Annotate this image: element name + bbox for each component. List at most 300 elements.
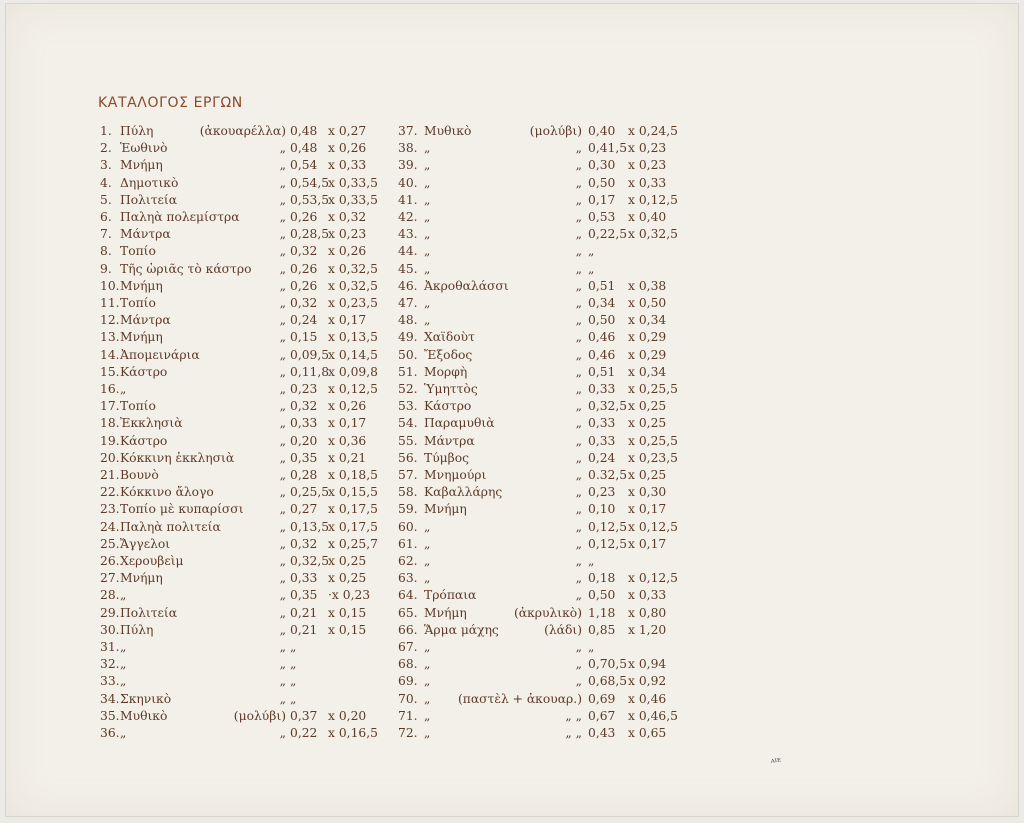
catalog-row-height: x 0,32,5 <box>628 227 678 242</box>
catalog-row-height: x 0,17 <box>628 536 667 551</box>
catalog-row-height: x 0,12,5 <box>628 519 678 534</box>
catalog-row-width: 0,43 <box>588 726 616 740</box>
catalog-row-width: 0,28,5 <box>290 227 330 242</box>
catalog-row-width: 0,10 <box>588 502 616 517</box>
catalog-row-number: 55. <box>398 433 418 448</box>
catalog-row-number: 16. <box>100 382 120 396</box>
catalog-row-title: „ <box>424 244 431 259</box>
catalog-row-number: 42. <box>398 210 418 224</box>
catalog-row-number: 58. <box>398 485 418 500</box>
catalog-row-title: Κόκκινη ἐκκλησιὰ <box>120 450 235 465</box>
catalog-row-height: x 0,80 <box>628 605 667 620</box>
works-catalog <box>6 123 1018 763</box>
catalog-row <box>6 553 1006 570</box>
catalog-row-medium: „ <box>279 674 286 689</box>
catalog-row-height: x 0,40 <box>628 210 667 224</box>
catalog-row-title: Καβαλλάρης <box>424 485 503 500</box>
catalog-row <box>6 261 1006 278</box>
catalog-row <box>6 381 1006 398</box>
catalog-row-number: 29. <box>100 605 120 620</box>
catalog-row-width: 0.32,5 <box>588 468 628 482</box>
catalog-row-height: x 0,18,5 <box>328 468 378 482</box>
catalog-row-title: „ <box>120 674 127 689</box>
catalog-row-title: Τύμβος <box>424 450 470 465</box>
catalog-row-medium: „ <box>575 330 582 345</box>
catalog-row-height: x 0,25,7 <box>328 536 378 551</box>
catalog-row-medium: „ „ <box>565 708 582 723</box>
catalog-row <box>6 312 1006 329</box>
catalog-row-number: 43. <box>398 227 418 242</box>
catalog-row-width: 0,32,5 <box>290 554 330 568</box>
catalog-row-number: 40. <box>398 175 418 190</box>
catalog-row-width: 0,09,5 <box>290 347 330 362</box>
catalog-row-title: Μορφὴ <box>424 364 468 379</box>
catalog-row <box>6 536 1006 553</box>
catalog-row-width: 0,28 <box>290 468 318 482</box>
catalog-row-title: „ <box>120 382 127 396</box>
catalog-row-medium: „ <box>279 691 286 706</box>
catalog-row-title: Πύλη <box>120 622 154 637</box>
catalog-row-title: Μνήμη <box>424 605 467 620</box>
catalog-row-title: „ <box>120 726 127 740</box>
catalog-row-medium: „ <box>279 468 286 482</box>
catalog-row-title: „ <box>424 192 431 207</box>
catalog-row-title: „ <box>424 141 431 156</box>
catalog-row <box>6 433 1006 450</box>
catalog-row <box>6 226 1006 243</box>
catalog-row-height: x 0,38 <box>628 278 667 293</box>
catalog-row-title: Παραμυθιὰ <box>424 416 495 431</box>
catalog-row-medium: „ <box>279 382 286 396</box>
catalog-row-height: x 0,13,5 <box>328 330 378 345</box>
catalog-row-medium: „ <box>575 502 582 517</box>
catalog-row-height: x 0,17 <box>628 502 667 517</box>
catalog-row-width: 0,18 <box>588 571 616 586</box>
catalog-row-height: x 0,23 <box>628 141 667 156</box>
catalog-row-height: x 0,26 <box>328 244 367 259</box>
catalog-row-number: 14. <box>100 347 120 362</box>
catalog-row-width: „ <box>588 261 595 276</box>
catalog-row-medium: „ <box>279 296 286 310</box>
catalog-row-title: Μυθικὸ <box>120 708 168 723</box>
catalog-row <box>6 725 1006 742</box>
catalog-row-width: 0,23 <box>290 382 318 396</box>
catalog-row-medium: „ <box>279 416 286 431</box>
catalog-row-width: „ <box>290 657 297 672</box>
catalog-row-title: Μνήμη <box>120 278 163 293</box>
catalog-row-width: 0,54,5 <box>290 175 330 190</box>
catalog-row <box>6 175 1006 192</box>
catalog-row-width: 0,67 <box>588 708 616 723</box>
catalog-row-number: 7. <box>100 227 112 242</box>
catalog-row-medium: „ <box>279 502 286 517</box>
catalog-row-title: Μνημούρι <box>424 468 487 482</box>
catalog-row-number: 61. <box>398 536 418 551</box>
catalog-row-height: x 0,32,5 <box>328 261 378 276</box>
catalog-row-height: x 0,46 <box>628 691 667 706</box>
catalog-row-title: „ <box>424 571 431 586</box>
catalog-row-height: x 0,25 <box>328 571 367 586</box>
catalog-row-number: 10. <box>100 278 120 293</box>
catalog-page <box>6 4 1018 816</box>
catalog-row-title: Μνήμη <box>120 158 163 173</box>
catalog-row-width: 0,26 <box>290 210 318 224</box>
catalog-row-width: „ <box>290 691 297 706</box>
catalog-row-height: x 0,29 <box>628 347 667 362</box>
catalog-row-medium: „ <box>279 622 286 637</box>
catalog-row-medium: „ <box>279 399 286 414</box>
catalog-row-width: 0,33 <box>588 416 616 431</box>
catalog-row-medium: „ <box>279 554 286 568</box>
catalog-row-title: „ <box>424 640 431 654</box>
catalog-row-number: 34. <box>100 691 120 706</box>
catalog-row-number: 5. <box>100 192 112 207</box>
stamp-mark: ᴬᴵᴱ <box>770 757 783 769</box>
catalog-row-width: 0,41,5 <box>588 141 628 156</box>
catalog-row-medium: „ <box>279 244 286 259</box>
catalog-row-medium: „ <box>279 141 286 156</box>
catalog-row <box>6 622 1006 639</box>
catalog-row-height: x 0,14,5 <box>328 347 378 362</box>
catalog-row-title: „ <box>120 640 127 654</box>
catalog-row-number: 2. <box>100 141 112 156</box>
catalog-row-title: Τοπίο <box>120 296 156 310</box>
catalog-row-number: 47. <box>398 296 418 310</box>
catalog-row-width: „ <box>588 244 595 259</box>
catalog-row-number: 20. <box>100 450 120 465</box>
catalog-row-height: x 0,23,5 <box>628 450 678 465</box>
catalog-row-number: 4. <box>100 175 112 190</box>
catalog-row-width: 0,37 <box>290 708 318 723</box>
catalog-row-height: x 0,24,5 <box>628 124 678 138</box>
catalog-row-medium: „ <box>279 210 286 224</box>
catalog-row-number: 26. <box>100 554 120 568</box>
catalog-row-number: 8. <box>100 244 112 259</box>
catalog-row-medium: „ <box>575 244 582 259</box>
catalog-row-number: 68. <box>398 657 418 672</box>
catalog-row-title: „ <box>424 674 431 689</box>
catalog-row-number: 41. <box>398 192 418 207</box>
catalog-row-medium: (μολύβι) <box>233 708 286 723</box>
catalog-row-number: 31. <box>100 640 120 654</box>
catalog-row-height: x 0,15,5 <box>328 485 378 500</box>
catalog-row-title: Τοπίο μὲ κυπαρίσσι <box>120 502 244 517</box>
catalog-row-width: 0,33 <box>588 382 616 396</box>
catalog-row-number: 39. <box>398 158 418 173</box>
catalog-row <box>6 708 1006 725</box>
catalog-row-width: 0,26 <box>290 278 318 293</box>
catalog-row-medium: „ <box>279 313 286 328</box>
catalog-row-title: Δημοτικὸ <box>120 175 179 190</box>
catalog-row-number: 19. <box>100 433 120 448</box>
catalog-row-width: 0,46 <box>588 347 616 362</box>
catalog-row-height: x 0,33 <box>628 588 667 603</box>
catalog-row-medium: „ <box>575 519 582 534</box>
catalog-row <box>6 656 1006 673</box>
catalog-row-medium: „ <box>279 433 286 448</box>
catalog-row-width: 0,50 <box>588 588 616 603</box>
catalog-row-height: x 0,27 <box>328 124 367 138</box>
catalog-row-title: „ <box>120 657 127 672</box>
catalog-row-width: 0,40 <box>588 124 616 138</box>
catalog-row <box>6 192 1006 209</box>
catalog-row-height: x 0,15 <box>328 622 367 637</box>
catalog-row-height: x 0,32 <box>328 210 367 224</box>
catalog-row-number: 15. <box>100 364 120 379</box>
catalog-row-medium: (λάδι) <box>544 622 582 637</box>
catalog-row-title: Ἑωθινὸ <box>120 141 168 156</box>
catalog-row-number: 45. <box>398 261 418 276</box>
catalog-row-width: 0,22,5 <box>588 227 628 242</box>
catalog-row-width: 0,50 <box>588 313 616 328</box>
catalog-row-height: x 1,20 <box>628 622 667 637</box>
catalog-row-height: x 0,26 <box>328 141 367 156</box>
catalog-row-number: 36. <box>100 726 120 740</box>
catalog-row-height: x 0,23,5 <box>328 296 378 310</box>
catalog-row <box>6 450 1006 467</box>
catalog-row <box>6 347 1006 364</box>
catalog-row-medium: (ἀκρυλικὸ) <box>514 605 582 620</box>
catalog-row-number: 60. <box>398 519 418 534</box>
catalog-row <box>6 519 1006 536</box>
catalog-row-width: 0,48 <box>290 141 318 156</box>
catalog-row-height: x 0,17,5 <box>328 502 378 517</box>
catalog-row-number: 32. <box>100 657 120 672</box>
catalog-row-medium: „ <box>575 536 582 551</box>
catalog-row-medium: „ <box>279 330 286 345</box>
catalog-row <box>6 398 1006 415</box>
catalog-row-title: Μυθικὸ <box>424 124 472 138</box>
catalog-row-height: x 0,94 <box>628 657 667 672</box>
catalog-row-width: 0,53,5 <box>290 192 330 207</box>
catalog-row-width: 0,11,8 <box>290 364 330 379</box>
catalog-row-number: 54. <box>398 416 418 431</box>
catalog-row-height: x 0,30 <box>628 485 667 500</box>
catalog-row <box>6 484 1006 501</box>
catalog-row-title: Κάστρο <box>120 433 168 448</box>
catalog-row-number: 38. <box>398 141 418 156</box>
catalog-row-medium: „ <box>279 192 286 207</box>
catalog-row-title: „ <box>424 536 431 551</box>
catalog-row-number: 48. <box>398 313 418 328</box>
catalog-row-width: 0,33 <box>290 416 318 431</box>
catalog-row-medium: „ <box>575 261 582 276</box>
catalog-row-width: 0,20 <box>290 433 318 448</box>
catalog-row-number: 65. <box>398 605 418 620</box>
catalog-row-width: 0,68,5 <box>588 674 628 689</box>
catalog-row-height: x 0,25 <box>628 468 667 482</box>
catalog-row-width: 0,32 <box>290 296 318 310</box>
catalog-row-title: Παληὰ πολεμίστρα <box>120 210 240 224</box>
catalog-row-height: x 0,23 <box>328 227 367 242</box>
catalog-row-medium: „ <box>575 210 582 224</box>
catalog-row-width: 0,32 <box>290 536 318 551</box>
catalog-row-width: 0,34 <box>588 296 616 310</box>
catalog-row-height: ·x 0,23 <box>328 588 371 603</box>
catalog-row-title: „ <box>424 519 431 534</box>
catalog-row <box>6 415 1006 432</box>
catalog-row-medium: „ <box>279 485 286 500</box>
catalog-row-number: 62. <box>398 554 418 568</box>
catalog-row-number: 52. <box>398 382 418 396</box>
catalog-row-height: x 0,34 <box>628 364 667 379</box>
catalog-row-medium: „ <box>575 175 582 190</box>
catalog-row-title: „ <box>424 313 431 328</box>
catalog-row-height: x 0,17 <box>328 416 367 431</box>
catalog-row-medium: „ <box>575 640 582 654</box>
catalog-row-height: x 0,21 <box>328 450 367 465</box>
catalog-row-medium: „ „ <box>565 726 582 740</box>
catalog-row-medium: „ <box>279 278 286 293</box>
catalog-row-height: x 0,12,5 <box>328 382 378 396</box>
catalog-row-width: 0,27 <box>290 502 318 517</box>
catalog-row-title: Μάντρα <box>424 433 475 448</box>
catalog-row-title: Ἀκροθαλάσσι <box>424 278 509 293</box>
catalog-row-width: 0,54 <box>290 158 318 173</box>
catalog-row-width: 0,32 <box>290 244 318 259</box>
page-title: ΚΑΤΑΛΟΓΟΣ ΕΡΓΩΝ <box>98 95 243 111</box>
catalog-row-title: Χαϊδοὺτ <box>424 330 475 345</box>
catalog-row-title: Μάντρα <box>120 227 171 242</box>
catalog-row-title: „ <box>424 657 431 672</box>
catalog-row-medium: „ <box>279 364 286 379</box>
catalog-row-title: Τοπίο <box>120 244 156 259</box>
catalog-row-title: „ <box>424 210 431 224</box>
catalog-row-height: x 0,16,5 <box>328 726 378 740</box>
catalog-row-number: 44. <box>398 244 418 259</box>
catalog-row-medium: „ <box>575 468 582 482</box>
catalog-row-number: 66. <box>398 622 418 637</box>
catalog-row-medium: „ <box>575 657 582 672</box>
catalog-row-medium: „ <box>279 261 286 276</box>
catalog-row-width: „ <box>588 640 595 654</box>
catalog-row-title: „ <box>424 554 431 568</box>
catalog-row-title: Ὑμηττὸς <box>424 382 478 396</box>
catalog-row-title: „ <box>424 296 431 310</box>
catalog-row-width: 0,33 <box>588 433 616 448</box>
catalog-row <box>6 605 1006 622</box>
catalog-row-height: x 0,25,5 <box>628 382 678 396</box>
catalog-row-medium: (μολύβι) <box>529 124 582 138</box>
catalog-row-medium: „ <box>575 571 582 586</box>
catalog-row-title: Μάντρα <box>120 313 171 328</box>
catalog-row-medium: „ <box>279 726 286 740</box>
catalog-row-title: Κάστρο <box>424 399 472 414</box>
catalog-row-medium: „ <box>575 485 582 500</box>
catalog-row <box>6 501 1006 518</box>
catalog-row-number: 27. <box>100 571 120 586</box>
catalog-row-number: 56. <box>398 450 418 465</box>
catalog-row-height: x 0,25 <box>328 554 367 568</box>
catalog-row-title: Ἄγγελοι <box>120 536 171 551</box>
catalog-row-height: x 0,25 <box>628 399 667 414</box>
catalog-row-number: 11. <box>100 296 120 310</box>
catalog-row-width: 0,85 <box>588 622 616 637</box>
catalog-row-title: „ <box>120 588 127 603</box>
catalog-row-height: x 0,25,5 <box>628 433 678 448</box>
catalog-row-medium: „ <box>279 175 286 190</box>
catalog-row-medium: „ <box>279 571 286 586</box>
catalog-row-width: 0,69 <box>588 691 616 706</box>
catalog-row-title: Κόκκινο ἄλογο <box>120 485 214 500</box>
catalog-row-title: Ἀπομεινάρια <box>120 347 200 362</box>
catalog-row-number: 35. <box>100 708 120 723</box>
catalog-row <box>6 329 1006 346</box>
catalog-row-medium: (ἀκουαρέλλα) <box>199 124 286 138</box>
catalog-row-title: Τοπίο <box>120 399 156 414</box>
catalog-row-width: 0,21 <box>290 622 318 637</box>
catalog-row-height: x 0,33,5 <box>328 175 378 190</box>
catalog-row-width: 0,21 <box>290 605 318 620</box>
catalog-row-height: x 0,23 <box>628 158 667 173</box>
catalog-row-medium: „ <box>575 382 582 396</box>
catalog-row-title: Τρόπαια <box>424 588 477 603</box>
catalog-row-medium: „ <box>575 296 582 310</box>
catalog-row-number: 25. <box>100 536 120 551</box>
catalog-row-number: 17. <box>100 399 120 414</box>
catalog-row-number: 46. <box>398 278 418 293</box>
catalog-row-width: 0,25,5 <box>290 485 330 500</box>
catalog-row-height: x 0,20 <box>328 708 367 723</box>
catalog-row-title: „ <box>424 708 431 723</box>
catalog-row-number: 3. <box>100 158 112 173</box>
catalog-row-number: 12. <box>100 313 120 328</box>
catalog-row-medium: „ <box>279 657 286 672</box>
catalog-row-number: 53. <box>398 399 418 414</box>
catalog-row-width: 0,35 <box>290 450 318 465</box>
catalog-row-number: 50. <box>398 347 418 362</box>
catalog-row-title: Κάστρο <box>120 364 168 379</box>
catalog-row-height: x 0,26 <box>328 399 367 414</box>
catalog-row-number: 33. <box>100 674 120 689</box>
catalog-row-height: x 0,09,8 <box>328 364 378 379</box>
catalog-row <box>6 673 1006 690</box>
catalog-row-number: 30. <box>100 622 120 637</box>
catalog-row-number: 67. <box>398 640 418 654</box>
catalog-row-number: 13. <box>100 330 120 345</box>
catalog-row-title: Μνήμη <box>120 330 163 345</box>
catalog-row-medium: „ <box>575 347 582 362</box>
catalog-row-medium: „ <box>575 416 582 431</box>
catalog-row-title: Ἅρμα μάχης <box>424 622 499 637</box>
catalog-row-medium: „ <box>279 519 286 534</box>
catalog-row-title: Χερουβεὶμ <box>120 554 184 568</box>
catalog-row-title: „ <box>424 175 431 190</box>
catalog-row-number: 63. <box>398 571 418 586</box>
catalog-row-width: 0,12,5 <box>588 536 628 551</box>
catalog-row-title: „ <box>424 691 431 706</box>
catalog-row-title: Πύλη <box>120 124 154 138</box>
catalog-row-number: 18. <box>100 416 120 431</box>
catalog-row-title: Βουνὸ <box>120 468 159 482</box>
catalog-row-medium: „ <box>279 536 286 551</box>
catalog-row-number: 1. <box>100 124 112 138</box>
catalog-row-width: 0,12,5 <box>588 519 628 534</box>
catalog-row-title: Ἐκκλησιὰ <box>120 416 183 431</box>
catalog-row-height: x 0,29 <box>628 330 667 345</box>
catalog-row <box>6 140 1006 157</box>
catalog-row-medium: „ <box>575 141 582 156</box>
catalog-row-height: x 0,17 <box>328 313 367 328</box>
catalog-row-medium: „ <box>575 674 582 689</box>
catalog-row <box>6 243 1006 260</box>
catalog-row-number: 28. <box>100 588 120 603</box>
catalog-row-number: 72. <box>398 726 418 740</box>
catalog-row-width: 0,24 <box>290 313 318 328</box>
catalog-row-number: 70. <box>398 691 418 706</box>
catalog-row-width: 0,32 <box>290 399 318 414</box>
catalog-row-height: x 0,15 <box>328 605 367 620</box>
